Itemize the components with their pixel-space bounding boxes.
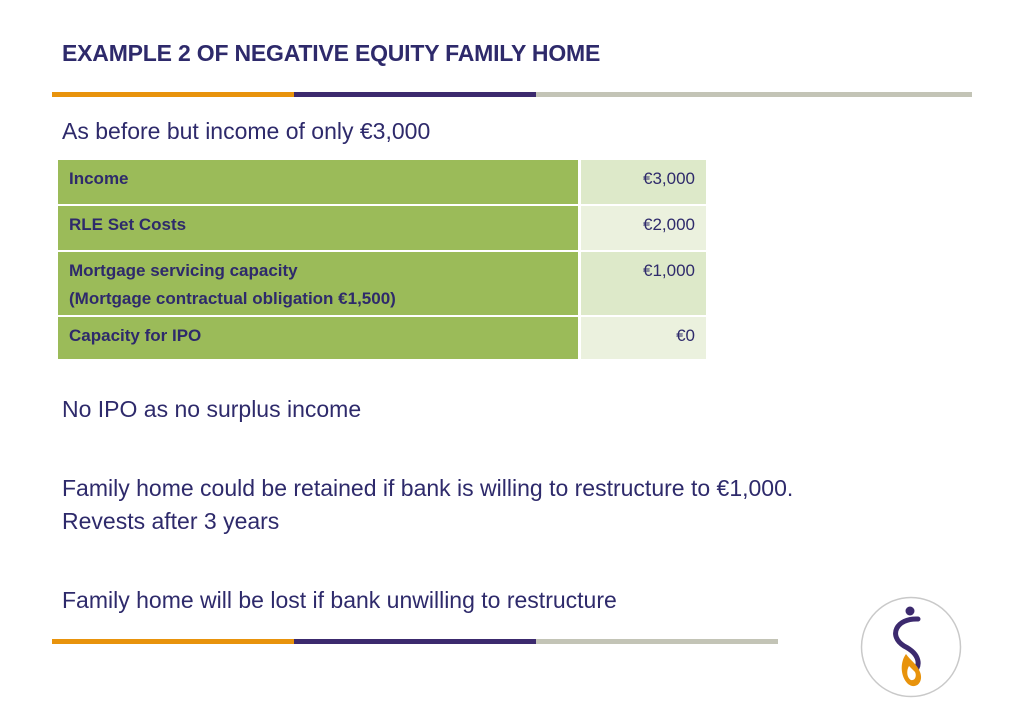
retained-line-1: Family home could be retained if bank is willing to restructure to €1,000. [62,475,794,501]
table-row [58,205,706,251]
retained-text [62,472,793,538]
row-label: Income [58,160,580,205]
row-value: €1,000 [580,251,707,316]
row-value: €0 [580,316,707,360]
calculation-table [58,160,706,361]
no-ipo-text: No IPO as no surplus income [62,396,362,422]
table-row [58,160,706,205]
page-title: EXAMPLE 2 OF NEGATIVE EQUITY FAMILY HOME [62,40,601,66]
retained-line-2: Revests after 3 years [62,508,280,534]
top-divider [52,92,972,97]
row-sublabel: (Mortgage contractual obligation €1,500) [69,289,396,308]
row-label: Capacity for IPO [58,316,580,360]
row-label-cell [58,251,580,316]
row-label: RLE Set Costs [58,205,580,251]
row-label: Mortgage servicing capacity [69,261,298,280]
table-row [58,316,706,360]
lost-text: Family home will be lost if bank unwilling to restructure [62,587,617,613]
bottom-divider [52,639,778,644]
row-value: €3,000 [580,160,707,205]
table-row [58,251,706,316]
row-value: €2,000 [580,205,707,251]
intro-text: As before but income of only €3,000 [62,118,431,144]
figure-swirl-logo-icon [860,596,962,698]
